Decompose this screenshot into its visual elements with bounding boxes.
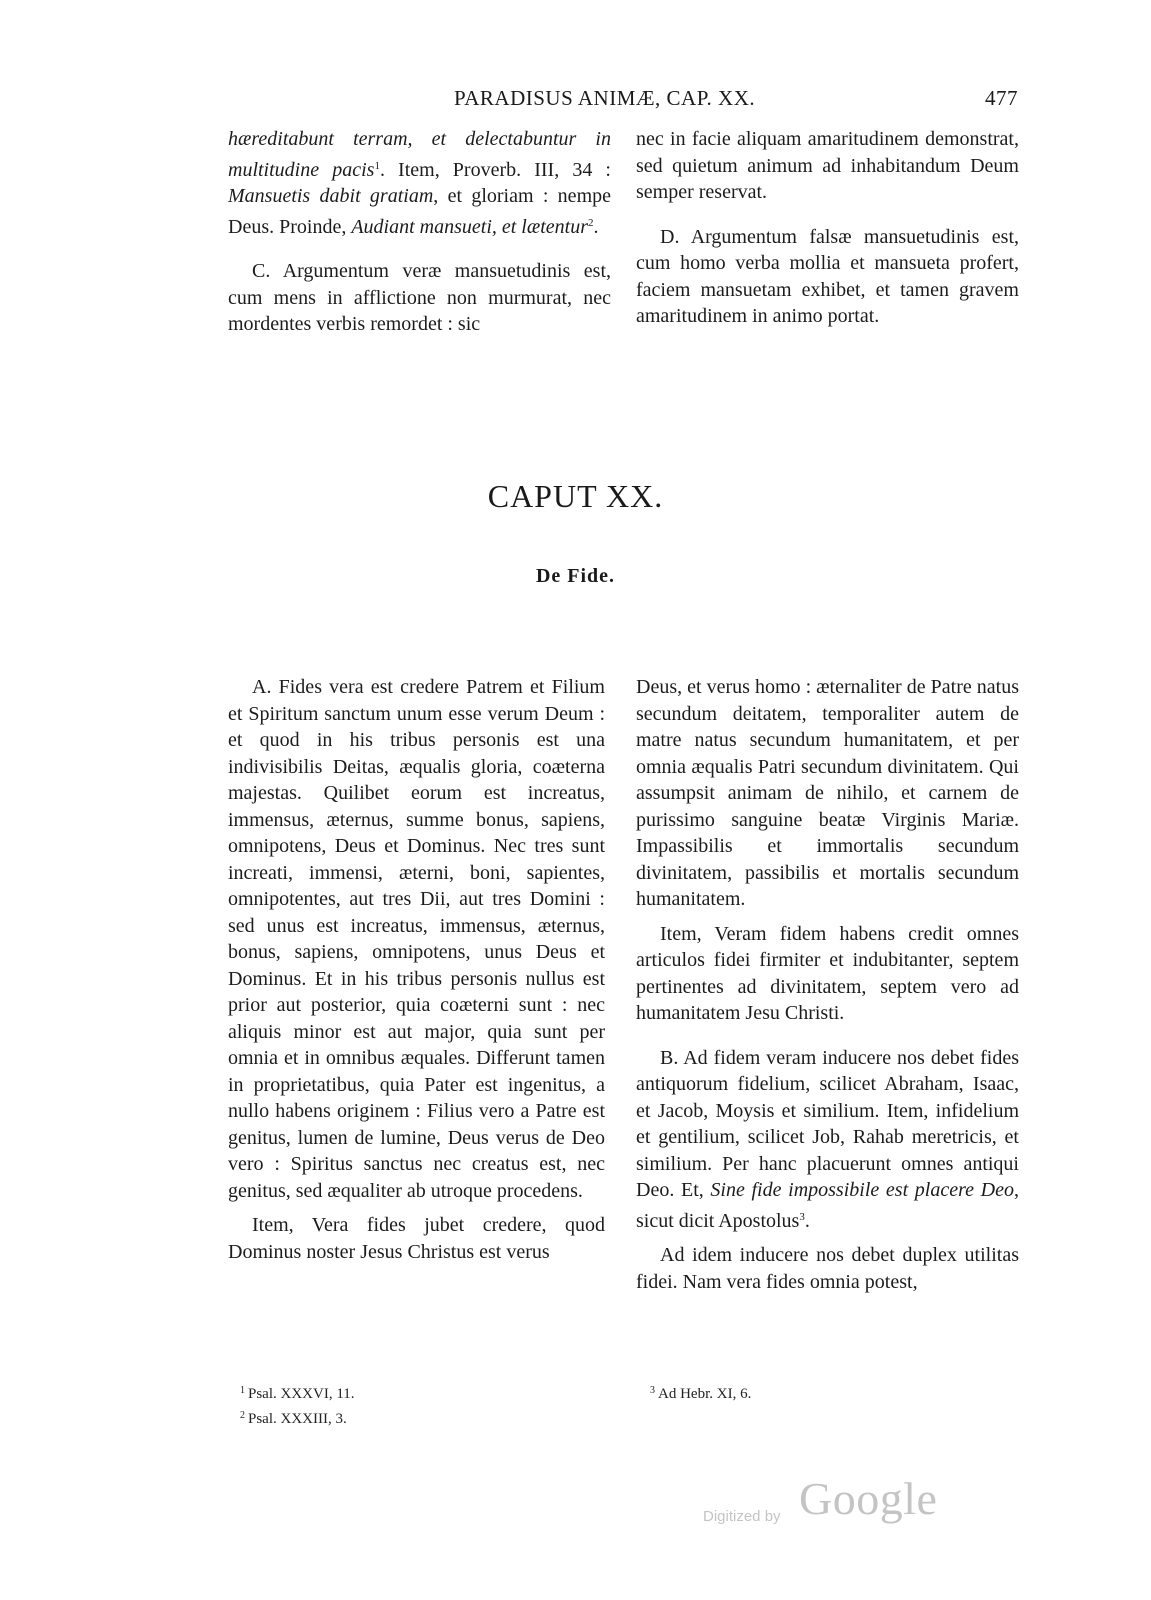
footnotes-left xyxy=(240,1380,600,1430)
google-logo: Google xyxy=(799,1473,938,1524)
text-run: , et gloriam : nempe Deus. Proinde, xyxy=(228,185,611,238)
bottom-left-paragraph-2: Item, Vera fides jubet credere, quod Dominus noster Jesus Christus est verus xyxy=(228,1214,605,1263)
top-right-paragraph-2: D. Argumentum falsæ mansuetudinis est, cum homo verba mollia et mansueta profert, faciem mansuetam exhibet, et tamen gravem amaritudinem in animo portat. xyxy=(636,225,1019,327)
footnote-text: Ad Hebr. XI, 6. xyxy=(658,1386,752,1402)
top-left-column xyxy=(228,126,611,338)
bottom-right-paragraph-4: Ad idem inducere nos debet duplex utilitas fidei. Nam vera fides omnia potest, xyxy=(636,1244,1019,1293)
bottom-left-paragraph-1: A. Fides vera est credere Patrem et Filium et Spiritum sanctum unum esse verum Deum : et quod in his tribus personis est una indivisibilis Deitas, æqualis gloria, coæterna majestas. Quilibet eorum est increatus, immensus, æternus, summe bonus, sapiens, omnipotens, Deus et Dominus. Nec tres sunt increati, immensi, æterni, boni, sapientes, omnipotentes, aut tres Dii, aut tres Domini : sed unus est increatus, immensus, æternus, bonus, sapiens, omnipotens, unus Deus et Dominus. Et in his tribus personis nullus est prior aut posterior, quia coæterni sunt : nec aliquis minor est aut major, quia sunt per omnia et in omnibus æquales. Differunt tamen in proprietatibus, quia Pater est ingenitus, a nullo habens originem : Filius vero a Patre est genitus, lumen de lumine, Deus verus de Deo vero : Spiritus sanctus nec creatus est, nec genitus, sed æqualiter ab utroque procedens. xyxy=(228,676,605,1202)
text-run: B. Ad fidem veram inducere nos debet fides antiquorum fidelium, scilicet Abraham, Isaac, et Jacob, Moysis et similium. Item, infidelium et gentilium, scilicet Job, Rahab meretricis, et similium. Per hanc placuerunt omnes antiqui Deo. Et, xyxy=(636,1046,1019,1201)
bottom-right-column xyxy=(636,674,1019,1295)
running-head xyxy=(228,86,1018,116)
footnote-1 xyxy=(240,1380,600,1405)
text-run: . xyxy=(804,1209,810,1232)
chapter-title: CAPUT XX. xyxy=(487,478,664,514)
text-run: , sicut dicit Apostolus xyxy=(636,1179,1019,1232)
bottom-right-paragraph-1: Deus, et verus homo : æternaliter de Patre natus secundum deitatem, temporaliter autem de matre natus secundum humanitatem, et per omnia æqualis Patri secundum divinitatem. Qui assumpsit animam de nihilo, et carnem de purissimo sanguine beatæ Virginis Mariæ. Impassibilis et immortalis secundum divinitatem, passibilis et mortalis secundum humanitatem. xyxy=(636,676,1019,910)
footnote-ref-1[interactable]: 1 xyxy=(374,159,380,172)
watermark-prefix: Digitized by xyxy=(703,1508,781,1525)
digitized-by-google-watermark xyxy=(703,1472,943,1542)
footnote-text: Psal. XXXIII, 3. xyxy=(248,1411,347,1427)
bottom-right-paragraph-3 xyxy=(636,1045,1019,1235)
text-run: . Item, Proverb. III, 34 : xyxy=(379,158,611,181)
top-right-column xyxy=(636,126,1019,330)
footnote-2 xyxy=(240,1405,600,1430)
bottom-left-column xyxy=(228,674,605,1265)
scripture-quote: hæreditabunt terram, et delectabuntur in multitudine pacis xyxy=(228,128,611,181)
footnote-ref-3[interactable]: 3 xyxy=(799,1210,805,1223)
footnote-mark: 2 xyxy=(240,1410,245,1421)
bottom-right-paragraph-2: Item, Veram fidem habens credit omnes articulos fidei firmiter et indubitanter, septem pertinentes ad divinitatem, septem vero ad humanitatem Jesu Christi. xyxy=(636,922,1019,1024)
footnote-ref-2[interactable]: 2 xyxy=(587,216,594,229)
top-right-paragraph-1: nec in facie aliquam amaritudinem demonstrat, sed quietum animum ad inhabitandum Deum semper reservat. xyxy=(636,128,1019,203)
page-number: 477 xyxy=(985,86,1018,110)
scripture-quote: Sine fide impossibile est placere Deo xyxy=(710,1179,1014,1201)
footnote-3 xyxy=(650,1380,1010,1405)
footnote-mark: 3 xyxy=(650,1385,655,1396)
footnote-text: Psal. XXXVI, 11. xyxy=(248,1386,355,1402)
footnote-mark: 1 xyxy=(240,1385,245,1396)
text-run: . xyxy=(593,215,599,238)
scripture-quote: Audiant mansueti, et lætentur xyxy=(351,215,588,238)
footnotes-right xyxy=(650,1380,1010,1405)
top-left-paragraph-1 xyxy=(228,126,611,240)
top-left-paragraph-2: C. Argumentum veræ mansuetudinis est, cum mens in afflictione non murmurat, nec mordentes verbis remordet : sic xyxy=(228,260,611,335)
chapter-subtitle: De Fide. xyxy=(535,565,616,587)
scripture-quote: Mansuetis dabit gratiam xyxy=(228,185,434,207)
running-title: PARADISUS ANIMÆ, CAP. XX. xyxy=(454,86,756,110)
